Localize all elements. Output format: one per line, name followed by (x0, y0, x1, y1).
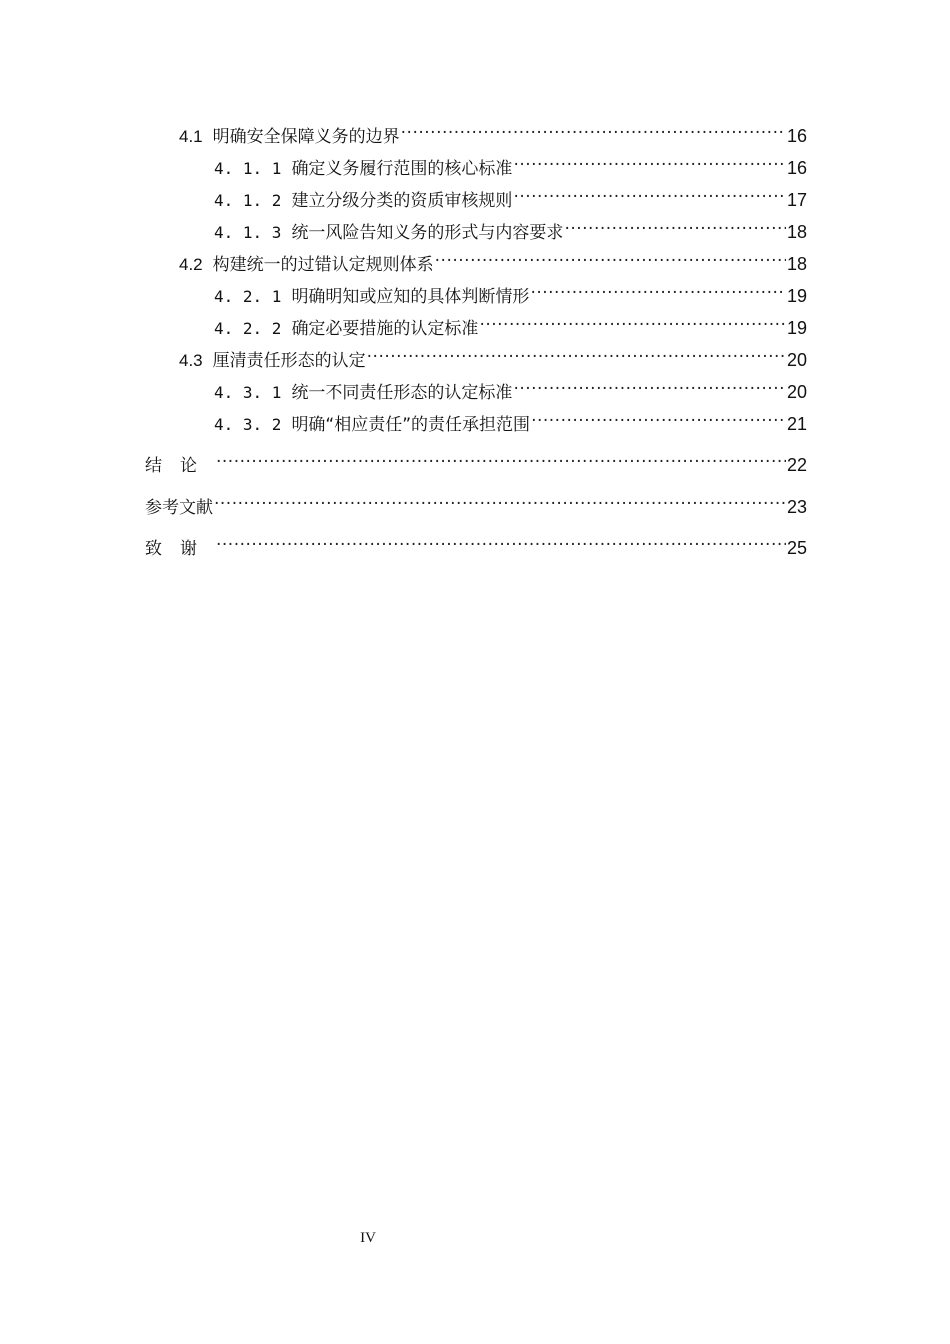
toc-dot-leader (513, 152, 786, 174)
toc-entry-number: 4.1 (179, 127, 203, 146)
toc-entry-title: 厘清责任形态的认定 (212, 351, 366, 371)
toc-entry-title: 建立分级分类的资质审核规则 (291, 191, 513, 211)
toc-dot-leader (401, 120, 786, 142)
toc-entry-number: 4. 2. 2 (214, 319, 282, 338)
toc-entry-page: 19 (786, 286, 807, 306)
toc-entry-title: 统一不同责任形态的认定标准 (291, 383, 513, 403)
toc-entry-acknowledgements[interactable] (145, 532, 807, 560)
toc-entry-4-3[interactable] (179, 344, 807, 372)
toc-entry-title: 统一风险告知义务的形式与内容要求 (291, 223, 564, 243)
toc-entry-4-1-2[interactable] (214, 184, 807, 212)
toc-entry-number: 4. 1. 2 (214, 191, 282, 210)
toc-dot-leader (216, 532, 786, 554)
toc-entry-page: 21 (786, 414, 807, 434)
toc-entry-title: 构建统一的过错认定规则体系 (212, 255, 434, 275)
toc-entry-4-1[interactable] (179, 120, 807, 148)
toc-entry-4-1-1[interactable] (214, 152, 807, 180)
page-number-footer: IV (360, 1230, 376, 1246)
toc-dot-leader (435, 248, 786, 270)
toc-entry-number: 4. 3. 1 (214, 383, 282, 402)
toc-dot-leader (216, 449, 786, 471)
toc-dot-leader (513, 184, 786, 206)
toc-dot-leader (367, 344, 786, 366)
toc-entry-page: 16 (786, 158, 807, 178)
toc-entry-page: 16 (786, 126, 807, 146)
toc-entry-title: 参考文献 (145, 498, 213, 518)
toc-entry-page: 18 (786, 222, 807, 242)
toc-entry-title: 明确明知或应知的具体判断情形 (291, 287, 530, 307)
toc-entry-title: 结论 (145, 456, 215, 476)
toc-dot-leader (564, 216, 786, 238)
toc-entry-number: 4. 1. 1 (214, 159, 282, 178)
toc-entry-4-1-3[interactable] (214, 216, 807, 244)
toc-entry-4-2-1[interactable] (214, 280, 807, 308)
toc-dot-leader (530, 280, 786, 302)
toc-entry-number: 4.2 (179, 255, 203, 274)
toc-entry-4-2-2[interactable] (214, 312, 807, 340)
toc-entry-page: 25 (786, 538, 807, 558)
toc-entry-4-3-1[interactable] (214, 376, 807, 404)
toc-entry-page: 22 (786, 455, 807, 475)
toc-entry-title: 明确安全保障义务的边界 (212, 127, 400, 147)
toc-entry-number: 4. 1. 3 (214, 223, 282, 242)
toc-entry-references[interactable] (145, 491, 807, 519)
toc-entry-4-3-2[interactable] (214, 408, 807, 436)
toc-entry-page: 23 (786, 497, 807, 517)
toc-entry-number: 4. 2. 1 (214, 287, 282, 306)
toc-dot-leader (531, 408, 786, 430)
toc-dot-leader (513, 376, 786, 398)
toc-dot-leader (214, 491, 786, 513)
toc-entry-conclusion[interactable] (145, 449, 807, 477)
toc-entry-title: 致谢 (145, 539, 215, 559)
toc-entry-4-2[interactable] (179, 248, 807, 276)
toc-entry-title: 确定义务履行范围的核心标准 (291, 159, 513, 179)
toc-entry-page: 18 (786, 254, 807, 274)
toc-entry-page: 20 (786, 350, 807, 370)
toc-entry-number: 4.3 (179, 351, 203, 370)
toc-entry-page: 19 (786, 318, 807, 338)
toc-dot-leader (479, 312, 786, 334)
toc-entry-page: 17 (786, 190, 807, 210)
toc-entry-title: 明确“相应责任”的责任承担范围 (291, 415, 531, 435)
toc-entry-number: 4. 3. 2 (214, 415, 282, 434)
toc-entry-page: 20 (786, 382, 807, 402)
toc-entry-title: 确定必要措施的认定标准 (291, 319, 479, 339)
